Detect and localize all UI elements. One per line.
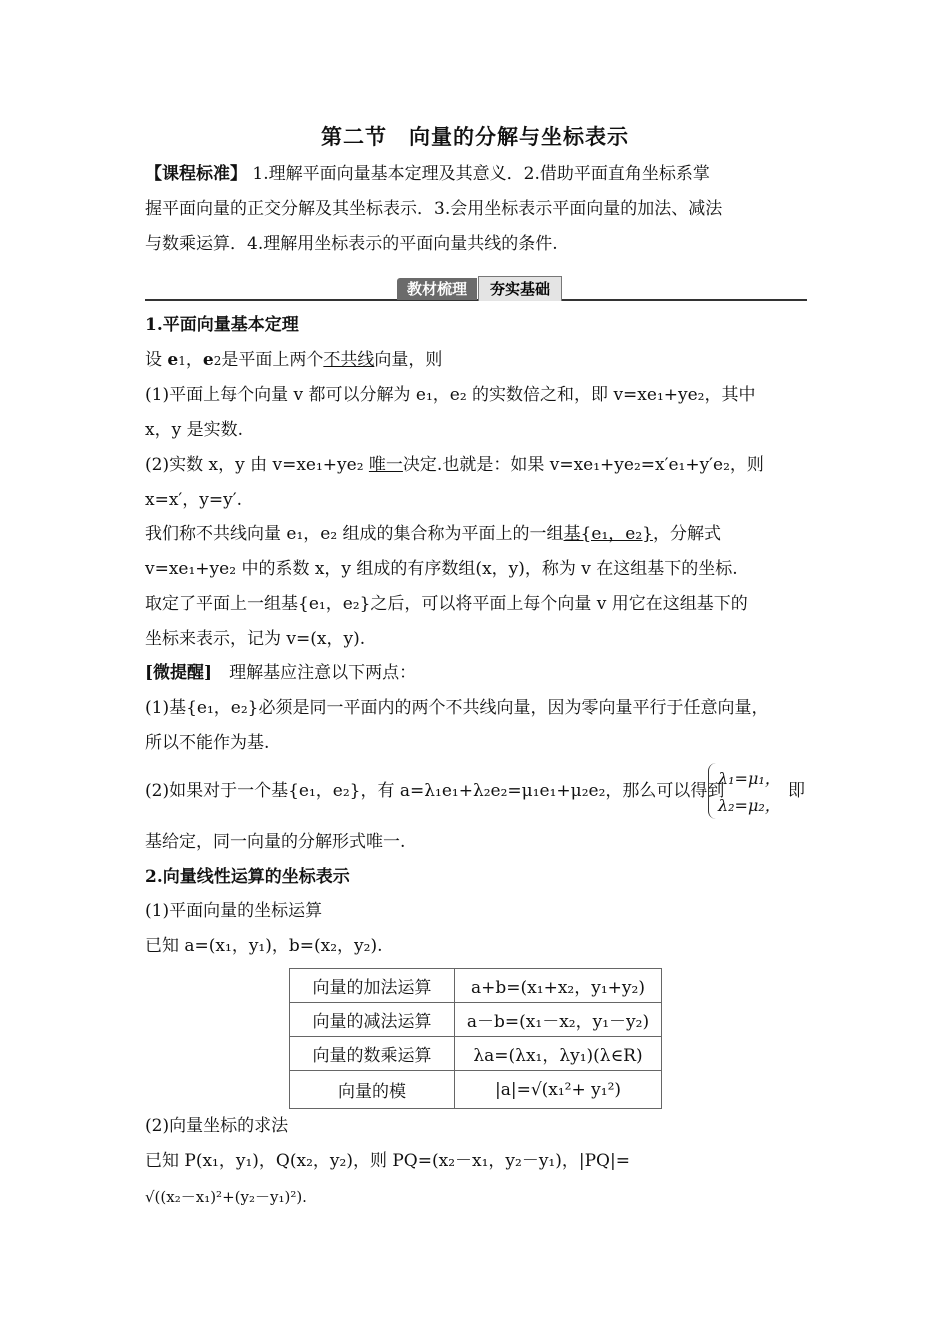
coordinate-operations-table bbox=[289, 968, 662, 1109]
tip-point-2-tail: 即 bbox=[788, 781, 805, 801]
s1-line-7: v=xe₁+ye₂ 中的系数 x，y 组成的有序数组(x，y)，称为 v 在这组基下的坐标. bbox=[145, 559, 738, 579]
table-cell-operation: 向量的加法运算 bbox=[290, 969, 455, 1003]
course-standard-label: 【课程标准】 bbox=[145, 164, 247, 184]
table-cell-formula: a+b=(x₁+x₂，y₁+y₂) bbox=[455, 969, 662, 1003]
banner-label-left: 教材梳理 bbox=[397, 278, 477, 300]
tip-label: [微提醒] bbox=[145, 663, 213, 683]
s1-line-2: (1)平面上每个向量 v 都可以分解为 e₁，e₂ 的实数倍之和，即 v=xe₁+ye₂，其中 bbox=[145, 385, 756, 405]
s1-line-5: x=x′，y=y′. bbox=[145, 490, 242, 510]
s2-sub-2: (2)向量坐标的求法 bbox=[145, 1116, 289, 1136]
s1-line-1: 设 e1，e2是平面上两个不共线向量，则 bbox=[145, 350, 443, 370]
section-1-heading: 1.平面向量基本定理 bbox=[145, 315, 299, 335]
s1-line-8: 取定了平面上一组基{e₁，e₂}之后，可以将平面上每个向量 v 用它在这组基下的 bbox=[145, 594, 748, 614]
s1-line-4: (2)实数 x，y 由 v=xe₁+ye₂ 唯一决定.也就是：如果 v=xe₁+ye₂=x′e₁+y′e₂，则 bbox=[145, 455, 764, 475]
tip-point-2: (2)如果对于一个基{e₁，e₂}，有 a=λ₁e₁+λ₂e₂=μ₁e₁+μ₂e₂，那么可以得到 bbox=[145, 781, 725, 801]
course-standard-line-3: 与数乘运算．4.理解用坐标表示的平面向量共线的条件. bbox=[145, 234, 558, 254]
tip-line: [微提醒] 理解基应注意以下两点： bbox=[145, 663, 417, 683]
table-row bbox=[290, 1003, 662, 1037]
s1-line-9: 坐标来表示，记为 v=(x，y). bbox=[145, 629, 366, 649]
table-cell-formula: a－b=(x₁－x₂，y₁－y₂) bbox=[455, 1003, 662, 1037]
s2-pq-magnitude: √((x₂－x₁)²+(y₂－y₁)²). bbox=[145, 1188, 307, 1206]
section-banner bbox=[145, 268, 807, 304]
table-cell-operation: 向量的模 bbox=[290, 1071, 455, 1109]
tip-point-1-cont: 所以不能作为基. bbox=[145, 733, 270, 753]
page-title: 第二节 向量的分解与坐标表示 bbox=[321, 124, 629, 149]
equation-row-1: λ₁=μ₁， bbox=[718, 769, 781, 788]
s2-sub-1: (1)平面向量的坐标运算 bbox=[145, 901, 323, 921]
table-row bbox=[290, 1071, 662, 1109]
banner-label-right: 夯实基础 bbox=[478, 276, 562, 301]
table-cell-operation: 向量的减法运算 bbox=[290, 1003, 455, 1037]
equation-row-2: λ₂=μ₂， bbox=[718, 796, 781, 815]
course-standard-line-2: 握平面向量的正交分解及其坐标表示．3.会用坐标表示平面向量的加法、减法 bbox=[145, 199, 723, 219]
s1-line-6: 我们称不共线向量 e₁，e₂ 组成的集合称为平面上的一组基{e₁，e₂}，分解式 bbox=[145, 524, 721, 544]
table-row bbox=[290, 1037, 662, 1071]
section-2-heading: 2.向量线性运算的坐标表示 bbox=[145, 867, 350, 887]
tip-point-2-cont: 基给定，同一向量的分解形式唯一. bbox=[145, 832, 406, 852]
table-cell-formula: λa=(λx₁，λy₁)(λ∈R) bbox=[455, 1037, 662, 1071]
table-cell-operation: 向量的数乘运算 bbox=[290, 1037, 455, 1071]
s2-pq-line: 已知 P(x₁，y₁)，Q(x₂，y₂)，则 PQ=(x₂－x₁，y₂－y₁)，|PQ|= bbox=[145, 1151, 630, 1171]
table-cell-formula: |a|=√(x₁²+ y₁²) bbox=[455, 1071, 662, 1109]
table-row bbox=[290, 969, 662, 1003]
s1-line-3: x，y 是实数. bbox=[145, 420, 243, 440]
s2-given: 已知 a=(x₁，y₁)，b=(x₂，y₂). bbox=[145, 936, 383, 956]
course-standard-line-1: 【课程标准】 1.理解平面向量基本定理及其意义．2.借助平面直角坐标系掌 bbox=[145, 164, 710, 184]
tip-point-1: (1)基{e₁，e₂}必须是同一平面内的两个不共线向量，因为零向量平行于任意向量， bbox=[145, 698, 769, 718]
